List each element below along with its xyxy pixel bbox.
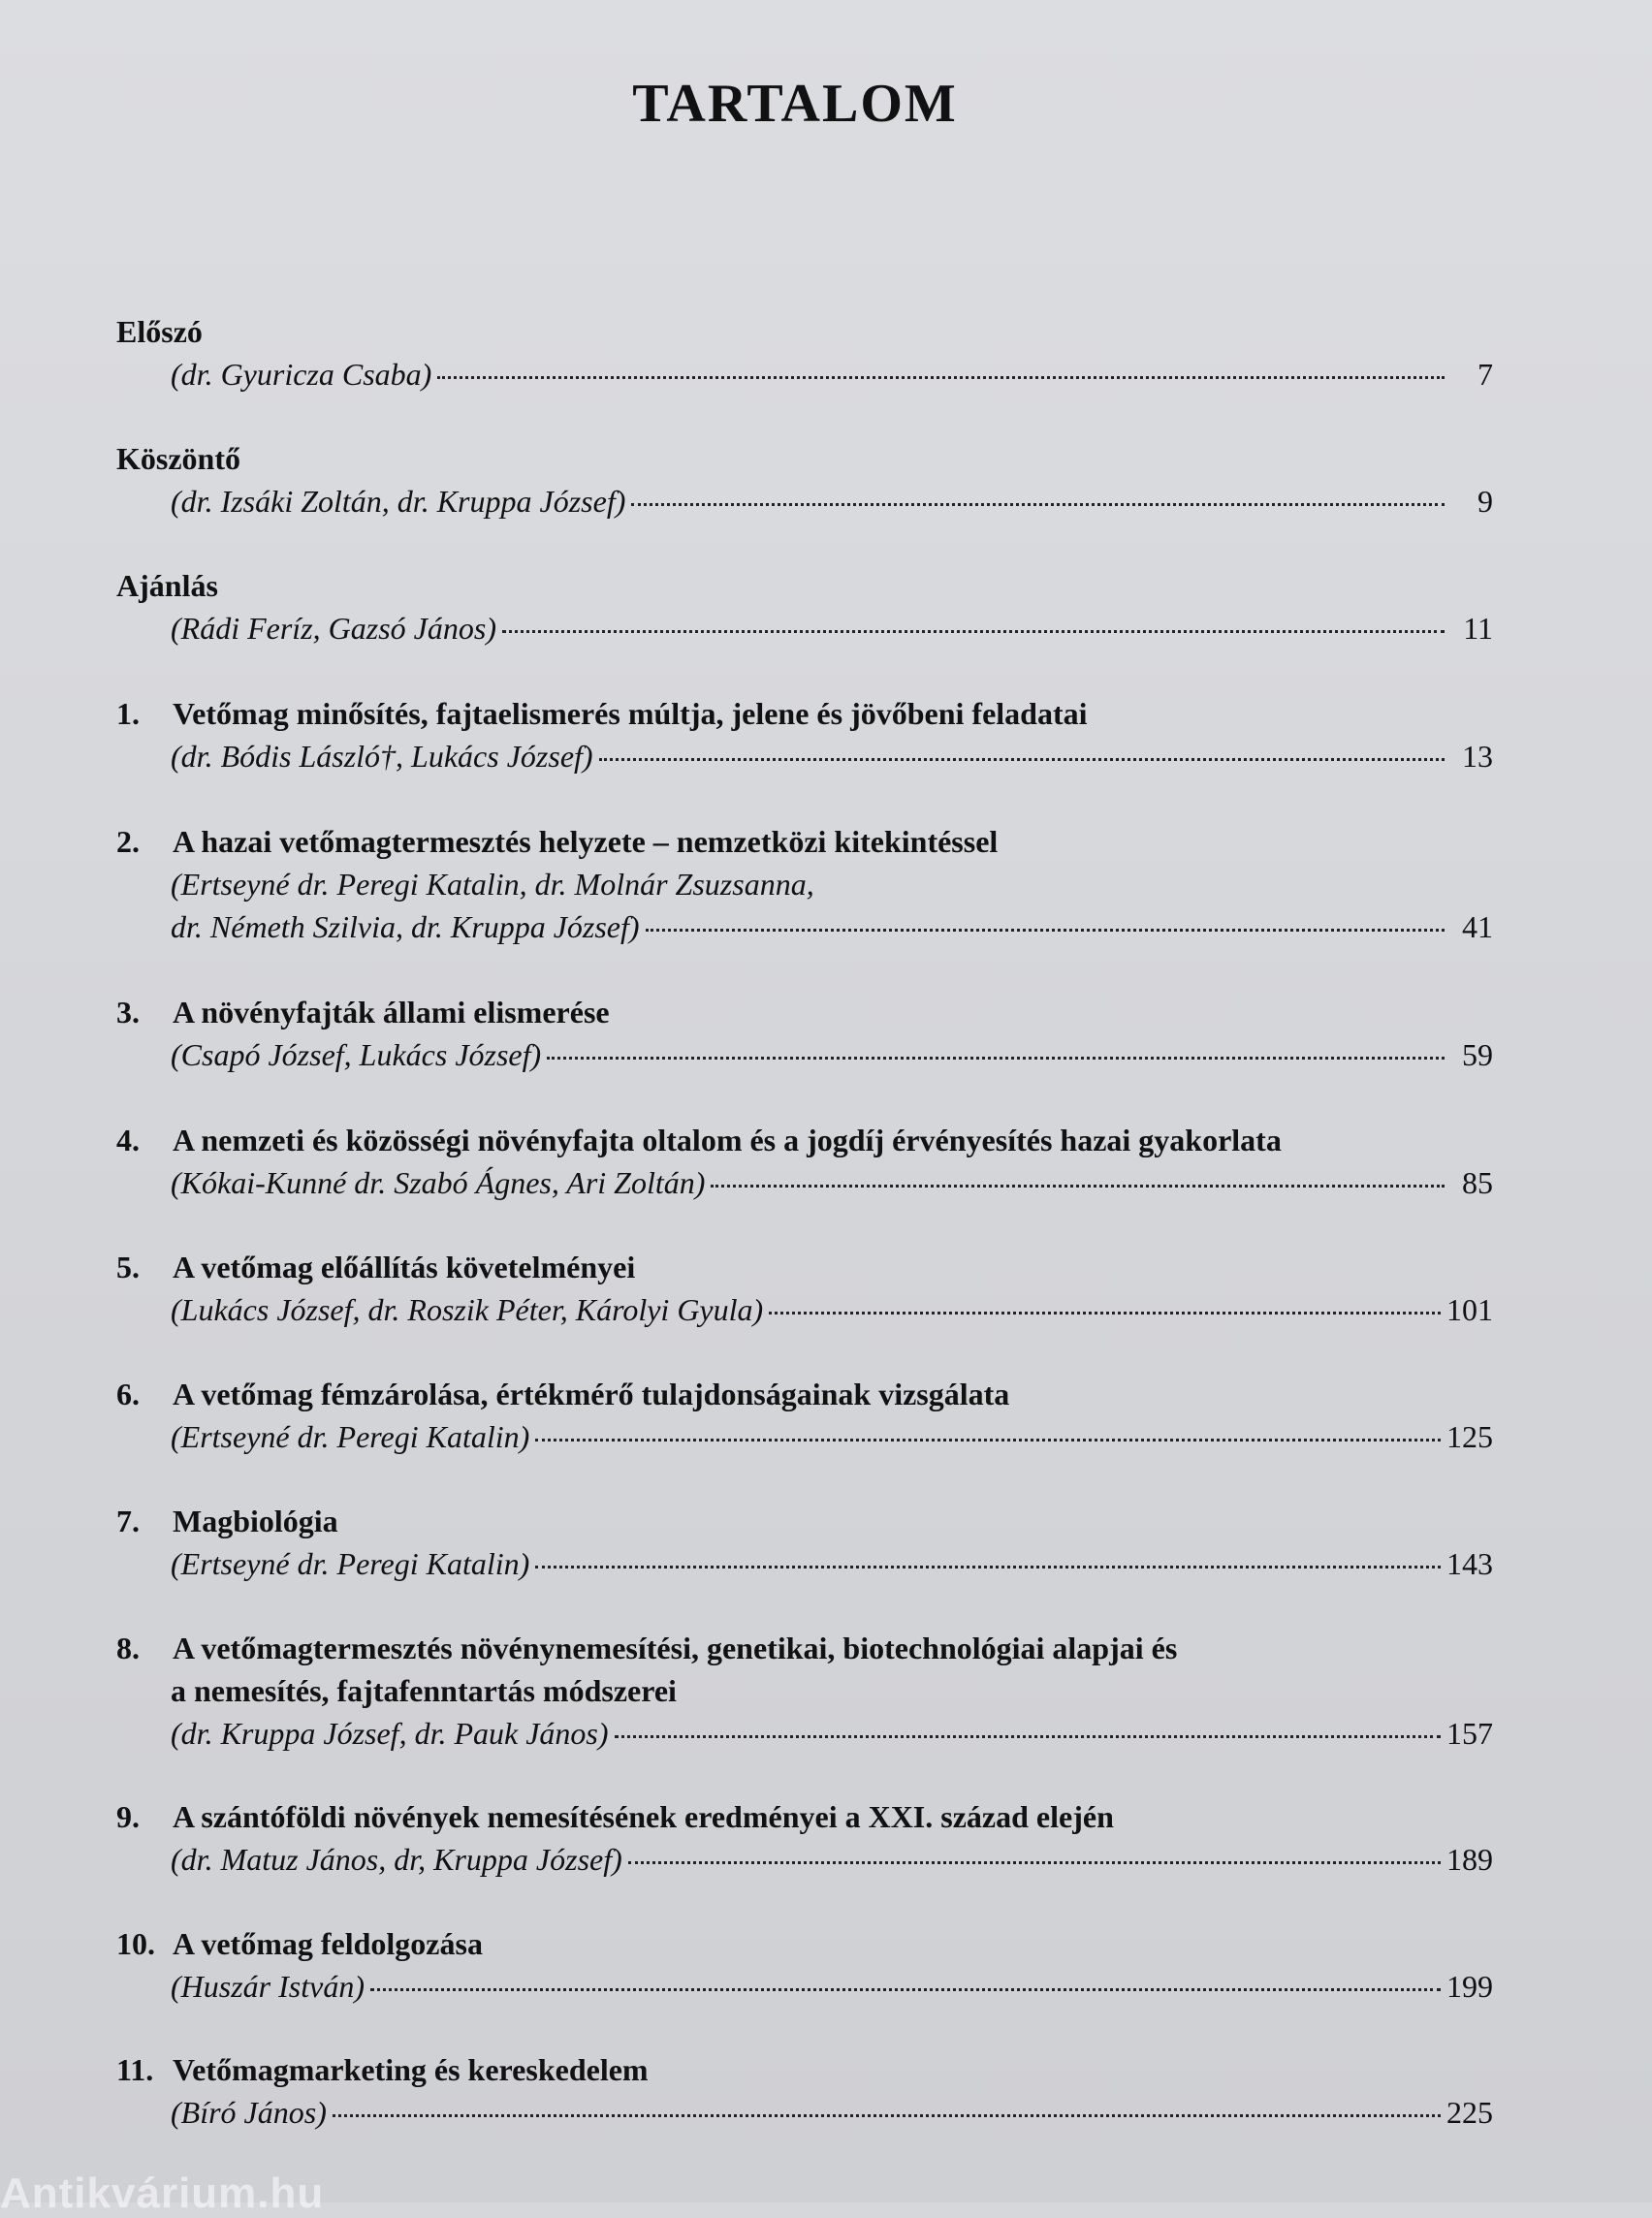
toc-entry[interactable] <box>116 820 1493 948</box>
entry-authors-line1: (Ertseyné dr. Peregi Katalin, dr. Molnár Zsuzsanna, <box>171 867 814 902</box>
entry-authors: (dr. Gyuricza Csaba) <box>171 357 432 392</box>
toc-entry[interactable] <box>116 1922 1493 2008</box>
entry-number: 9. <box>116 1799 140 1834</box>
entry-heading <box>116 1373 1493 1415</box>
toc-entry[interactable] <box>116 310 1493 396</box>
entry-heading <box>116 692 1493 735</box>
entry-title: Magbiológia <box>173 1504 338 1538</box>
leader-dots <box>631 503 1445 506</box>
entry-heading <box>116 1500 1493 1542</box>
entry-title: A hazai vetőmagtermesztés helyzete – nemzetközi kitekintéssel <box>173 824 999 859</box>
entry-authors: (Rádi Feríz, Gazsó János) <box>171 611 496 646</box>
entry-author-line <box>116 905 1493 948</box>
entry-authors: (Kókai-Kunné dr. Szabó Ágnes, Ari Zoltán) <box>171 1165 706 1200</box>
entry-page-number: 41 <box>1462 909 1493 944</box>
entry-number: 8. <box>116 1631 140 1665</box>
entry-page-number: 189 <box>1446 1842 1493 1877</box>
entry-heading <box>116 1627 1493 1669</box>
entry-authors: (Csapó József, Lukács József) <box>171 1037 542 1072</box>
entry-author-line <box>116 1965 1493 2008</box>
entry-title: Vetőmag minősítés, fajtaelismerés múltja, jelene és jövőbeni feladatai <box>173 696 1088 731</box>
entry-authors: dr. Németh Szilvia, dr. Kruppa József) <box>171 909 640 944</box>
entry-author-line <box>116 1542 1493 1585</box>
entry-heading <box>116 991 1493 1033</box>
toc-entry[interactable] <box>116 2048 1493 2134</box>
entry-page-number: 225 <box>1446 2095 1493 2130</box>
entry-author-line <box>116 353 1493 396</box>
entry-title: Ajánlás <box>116 568 218 603</box>
entry-authors: (dr. Kruppa József, dr. Pauk János) <box>171 1716 609 1751</box>
toc-entry[interactable] <box>116 1373 1493 1458</box>
entry-page-number: 143 <box>1446 1546 1493 1581</box>
entry-number: 10. <box>116 1926 155 1961</box>
entry-title: A vetőmagtermesztés növénynemesítési, genetikai, biotechnológiai alapjai és <box>173 1631 1178 1665</box>
entry-number: 2. <box>116 824 140 859</box>
entry-page-number: 11 <box>1463 611 1493 646</box>
entry-title: A vetőmag előállítás követelményei <box>173 1250 636 1284</box>
entry-title-line2: a nemesítés, fajtafenntartás módszerei <box>171 1673 677 1708</box>
entry-title: Köszöntő <box>116 441 240 476</box>
toc-entry[interactable] <box>116 564 1493 650</box>
entry-author-line <box>116 607 1493 650</box>
entry-title: A nemzeti és közösségi növényfajta oltalom és a jogdíj érvényesítés hazai gyakorlata <box>173 1123 1282 1157</box>
entry-number: 7. <box>116 1504 140 1538</box>
entry-author-line <box>116 1712 1493 1755</box>
leader-dots <box>535 1439 1441 1442</box>
entry-page-number: 59 <box>1462 1037 1493 1072</box>
entry-number: 4. <box>116 1123 140 1157</box>
entry-author-line <box>116 2091 1493 2134</box>
page-title: TARTALOM <box>632 74 958 134</box>
leader-dots <box>547 1057 1445 1060</box>
toc-entry[interactable] <box>116 1627 1493 1755</box>
leader-dots <box>599 758 1445 761</box>
entry-authors: (dr. Bódis László†, Lukács József) <box>171 739 593 774</box>
leader-dots <box>628 1861 1441 1864</box>
entry-number: 11. <box>116 2052 154 2087</box>
entry-title: A vetőmag fémzárolása, értékmérő tulajdonságainak vizsgálata <box>173 1377 1010 1411</box>
entry-authors: (Ertseyné dr. Peregi Katalin) <box>171 1546 530 1581</box>
entry-title: Vetőmagmarketing és kereskedelem <box>173 2052 649 2087</box>
watermark: Antikvárium.hu <box>0 2170 325 2217</box>
entry-page-number: 199 <box>1446 1969 1493 2004</box>
entry-heading <box>116 820 1493 863</box>
entry-title: Előszó <box>116 314 203 349</box>
entry-heading <box>116 1119 1493 1161</box>
entry-heading <box>116 2048 1493 2091</box>
entry-number: 6. <box>116 1377 140 1411</box>
entry-authors: (Ertseyné dr. Peregi Katalin) <box>171 1419 530 1454</box>
entry-author-line <box>116 735 1493 777</box>
entry-page-number: 85 <box>1462 1165 1493 1200</box>
entry-page-number: 157 <box>1446 1716 1493 1751</box>
toc-entry[interactable] <box>116 692 1493 777</box>
leader-dots <box>615 1735 1441 1738</box>
toc-entry[interactable] <box>116 1246 1493 1331</box>
toc-entry[interactable] <box>116 1500 1493 1585</box>
toc-entry[interactable] <box>116 437 1493 523</box>
toc-entry[interactable] <box>116 991 1493 1076</box>
entry-author-line <box>116 480 1493 523</box>
entry-heading <box>116 1246 1493 1288</box>
leader-dots <box>333 2114 1441 2117</box>
entry-author-line <box>116 1161 1493 1204</box>
leader-dots <box>711 1185 1445 1188</box>
entry-page-number: 9 <box>1477 484 1493 519</box>
leader-dots <box>437 376 1445 379</box>
entry-authors: (dr. Matuz János, dr, Kruppa József) <box>171 1842 622 1877</box>
entry-title: A vetőmag feldolgozása <box>173 1926 483 1961</box>
leader-dots <box>535 1566 1441 1568</box>
entry-author-line <box>116 1838 1493 1881</box>
leader-dots <box>646 929 1445 932</box>
entry-heading <box>116 1795 1493 1838</box>
leader-dots <box>769 1312 1441 1315</box>
entry-page-number: 7 <box>1477 357 1493 392</box>
leader-dots <box>370 1988 1441 1991</box>
entry-heading <box>116 1922 1493 1965</box>
entry-page-number: 13 <box>1462 739 1493 774</box>
entry-number: 5. <box>116 1250 140 1284</box>
entry-authors: (Lukács József, dr. Roszik Péter, Károlyi Gyula) <box>171 1292 764 1327</box>
entry-author-line <box>116 1288 1493 1331</box>
entry-page-number: 125 <box>1446 1419 1493 1454</box>
entry-title: A növényfajták állami elismerése <box>173 995 610 1030</box>
entry-authors: (dr. Izsáki Zoltán, dr. Kruppa József) <box>171 484 626 519</box>
entry-author-line <box>116 1415 1493 1458</box>
entry-title: A szántóföldi növények nemesítésének eredményei a XXI. század elején <box>173 1799 1114 1834</box>
entry-page-number: 101 <box>1446 1292 1493 1327</box>
toc-entry[interactable] <box>116 1119 1493 1204</box>
entry-authors: (Bíró János) <box>171 2095 327 2130</box>
entry-number: 1. <box>116 696 140 731</box>
entry-author-line <box>116 1033 1493 1076</box>
leader-dots <box>502 630 1445 633</box>
toc-entry[interactable] <box>116 1795 1493 1881</box>
entry-authors: (Huszár István) <box>171 1969 365 2004</box>
entry-number: 3. <box>116 995 140 1030</box>
